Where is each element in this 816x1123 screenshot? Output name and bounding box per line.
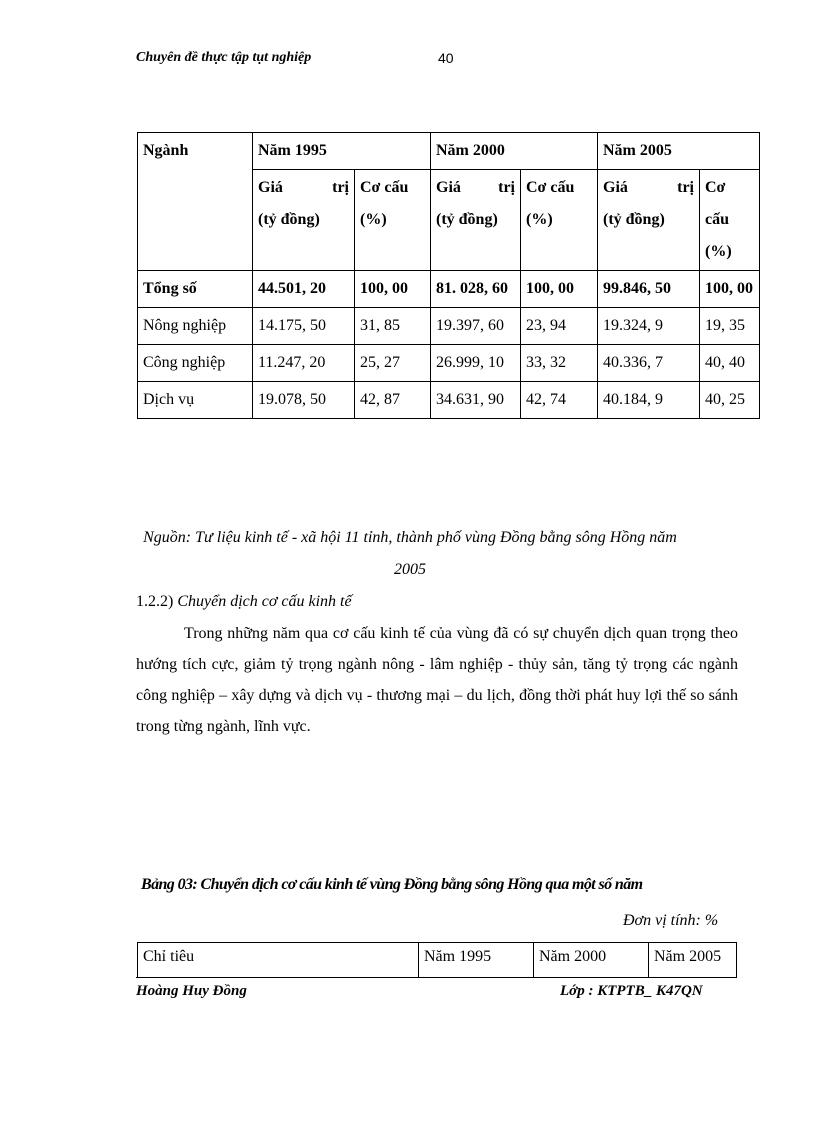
unit-note: Đơn vị tính: % [623, 912, 719, 929]
header-year-2000: Năm 2000 [431, 133, 598, 170]
header-year-2005: Năm 2005 [598, 133, 760, 170]
header-year-1995: Năm 1995 [419, 943, 534, 978]
cell-value: 44.501, 20 [253, 271, 355, 308]
cell-value: 19.324, 9 [598, 308, 700, 345]
cell-value: 81. 028, 60 [431, 271, 521, 308]
cell-value: 11.247, 20 [253, 345, 355, 382]
header-chi-tieu: Chỉ tiêu [138, 943, 419, 978]
header-year-1995: Năm 1995 [253, 133, 431, 170]
page-number: 40 [438, 50, 454, 66]
cell-value: 99.846, 50 [598, 271, 700, 308]
cell-share: 25, 27 [355, 345, 431, 382]
row-label: Nông nghiệp [138, 308, 253, 345]
cell-share: 100, 00 [521, 271, 598, 308]
subheader-share-2000: Cơ cấu (%) [521, 170, 598, 271]
cell-share: 40, 25 [700, 382, 760, 419]
row-label: Tổng số [138, 271, 253, 308]
cell-value: 14.175, 50 [253, 308, 355, 345]
structure-shift-table [137, 942, 737, 977]
cell-share: 100, 00 [355, 271, 431, 308]
cell-share: 40, 40 [700, 345, 760, 382]
body-paragraph: Trong những năm qua cơ cấu kinh tế của vùng đã có sự chuyển dịch quan trọng theo hướng tích cực, giảm tỷ trọng ngành nông - lâm nghiệp - thủy sản, tăng tỷ trọng các ngành công nghiệp – xây dựng và dịch vụ - thương mại – du lịch, đồng thời phát huy lợi thế so sánh trong từng ngành, lĩnh vực. [136, 625, 738, 735]
subheader-share-2005: Cơ cấu (%) [700, 170, 760, 271]
header-year-2005: Năm 2005 [649, 943, 737, 978]
source-note: Nguồn: Tư liệu kinh tế - xã hội 11 tỉnh, thành phố vùng Đồng bằng sông Hồng năm 2005 [143, 529, 677, 578]
cell-share: 19, 35 [700, 308, 760, 345]
section-heading [136, 588, 352, 616]
header-nganh: Ngành [138, 133, 253, 271]
cell-value: 34.631, 90 [431, 382, 521, 419]
cell-share: 31, 85 [355, 308, 431, 345]
subheader-value-2005: Giá trị (tỷ đồng) [598, 170, 700, 271]
table-caption: Bảng 03: Chuyển dịch cơ cấu kinh tế vùng Đồng bằng sông Hồng qua một số năm [141, 876, 643, 893]
cell-value: 19.078, 50 [253, 382, 355, 419]
cell-share: 23, 94 [521, 308, 598, 345]
subheader-share-1995: Cơ cấu (%) [355, 170, 431, 271]
section-number: 1.2.2) [136, 593, 174, 610]
subheader-value-1995: Giá trị (tỷ đồng) [253, 170, 355, 271]
cell-share: 33, 32 [521, 345, 598, 382]
cell-value: 40.336, 7 [598, 345, 700, 382]
footer-author: Hoàng Huy Đồng [136, 983, 247, 999]
header-title: Chuyên đề thực tập tụt nghiệp [136, 50, 312, 65]
economic-structure-table [137, 132, 760, 419]
subheader-value-2000: Giá trị (tỷ đồng) [431, 170, 521, 271]
cell-share: 42, 87 [355, 382, 431, 419]
cell-value: 40.184, 9 [598, 382, 700, 419]
cell-share: 42, 74 [521, 382, 598, 419]
row-label: Dịch vụ [138, 382, 253, 419]
row-label: Công nghiệp [138, 345, 253, 382]
header-year-2000: Năm 2000 [534, 943, 649, 978]
section-title: Chuyển dịch cơ cấu kinh tế [177, 593, 352, 610]
cell-value: 19.397, 60 [431, 308, 521, 345]
cell-share: 100, 00 [700, 271, 760, 308]
cell-value: 26.999, 10 [431, 345, 521, 382]
footer-class: Lớp : KTPTB_ K47QN [560, 983, 703, 999]
footer-divider [136, 977, 737, 978]
